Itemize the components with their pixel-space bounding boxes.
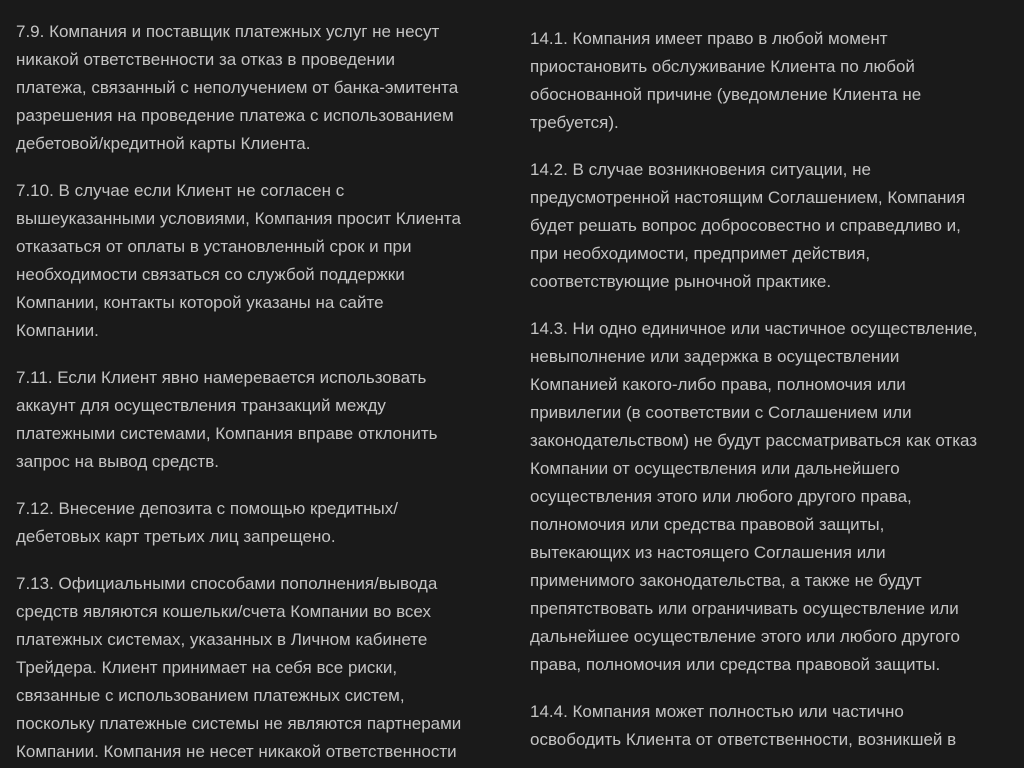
clause-7-9: 7.9. Компания и поставщик платежных услуг не несут никакой ответственности за отказ в проведении платежа, связанный с неполучением от банка-эмитента разрешения на проведение платежа с использованием дебетовой/кредитной карты Клиента.	[16, 22, 459, 153]
clause-7-11: 7.11. Если Клиент явно намеревается использовать аккаунт для осуществления транзакций между платежными системами, Компания вправе отклонить запрос на вывод средств.	[16, 368, 438, 471]
clause-14-4: 14.4. Компания может полностью или частично освободить Клиента от ответственности, возникшей в	[530, 702, 957, 749]
clause-14-2: 14.2. В случае возникновения ситуации, не предусмотренной настоящим Соглашением, Компания будет решать вопрос добросовестно и справедливо и, при необходимости, предпримет действия, соответствующие рыночной практике.	[530, 160, 966, 291]
clause-7-10: 7.10. В случае если Клиент не согласен с вышеуказанными условиями, Компания просит Клиента отказаться от оплаты в установленный срок и при необходимости связаться со службой поддержки Компании, контакты которой указаны на сайте Компании.	[16, 181, 461, 340]
clause-7-13: 7.13. Официальными способами пополнения/вывода средств являются кошельки/счета Компании во всех платежных системах, указанных в Личном кабинете Трейдера. Клиент принимает на себя все риски, связанные с использованием платежных систем, поскольку платежные системы не являются партнерами Компании. Компания не несет никакой ответственности	[16, 574, 462, 761]
clause-14-3: 14.3. Ни одно единичное или частичное осуществление, невыполнение или задержка в осуществлении Компанией какого-либо права, полномочия или привилегии (в соответствии с Соглашением или законодательством) не будут рассматриваться как отказ Компании от осуществления или дальнейшего осуществления этого или любого другого права, полномочия или средства правовой защиты, вытекающих из настоящего Соглашения или применимого законодательства, а также не будут препятствовать или ограничивать осуществление или дальнейшее осуществление этого или любого другого права, полномочия или средства правовой защиты.	[530, 319, 978, 674]
clause-14-1: 14.1. Компания имеет право в любой момент приостановить обслуживание Клиента по любой обоснованной причине (уведомление Клиента не требуется).	[530, 29, 922, 132]
clause-7-12: 7.12. Внесение депозита с помощью кредитных/ дебетовых карт третьих лиц запрещено.	[16, 499, 398, 546]
left-column	[16, 0, 496, 768]
right-column	[530, 0, 1016, 768]
